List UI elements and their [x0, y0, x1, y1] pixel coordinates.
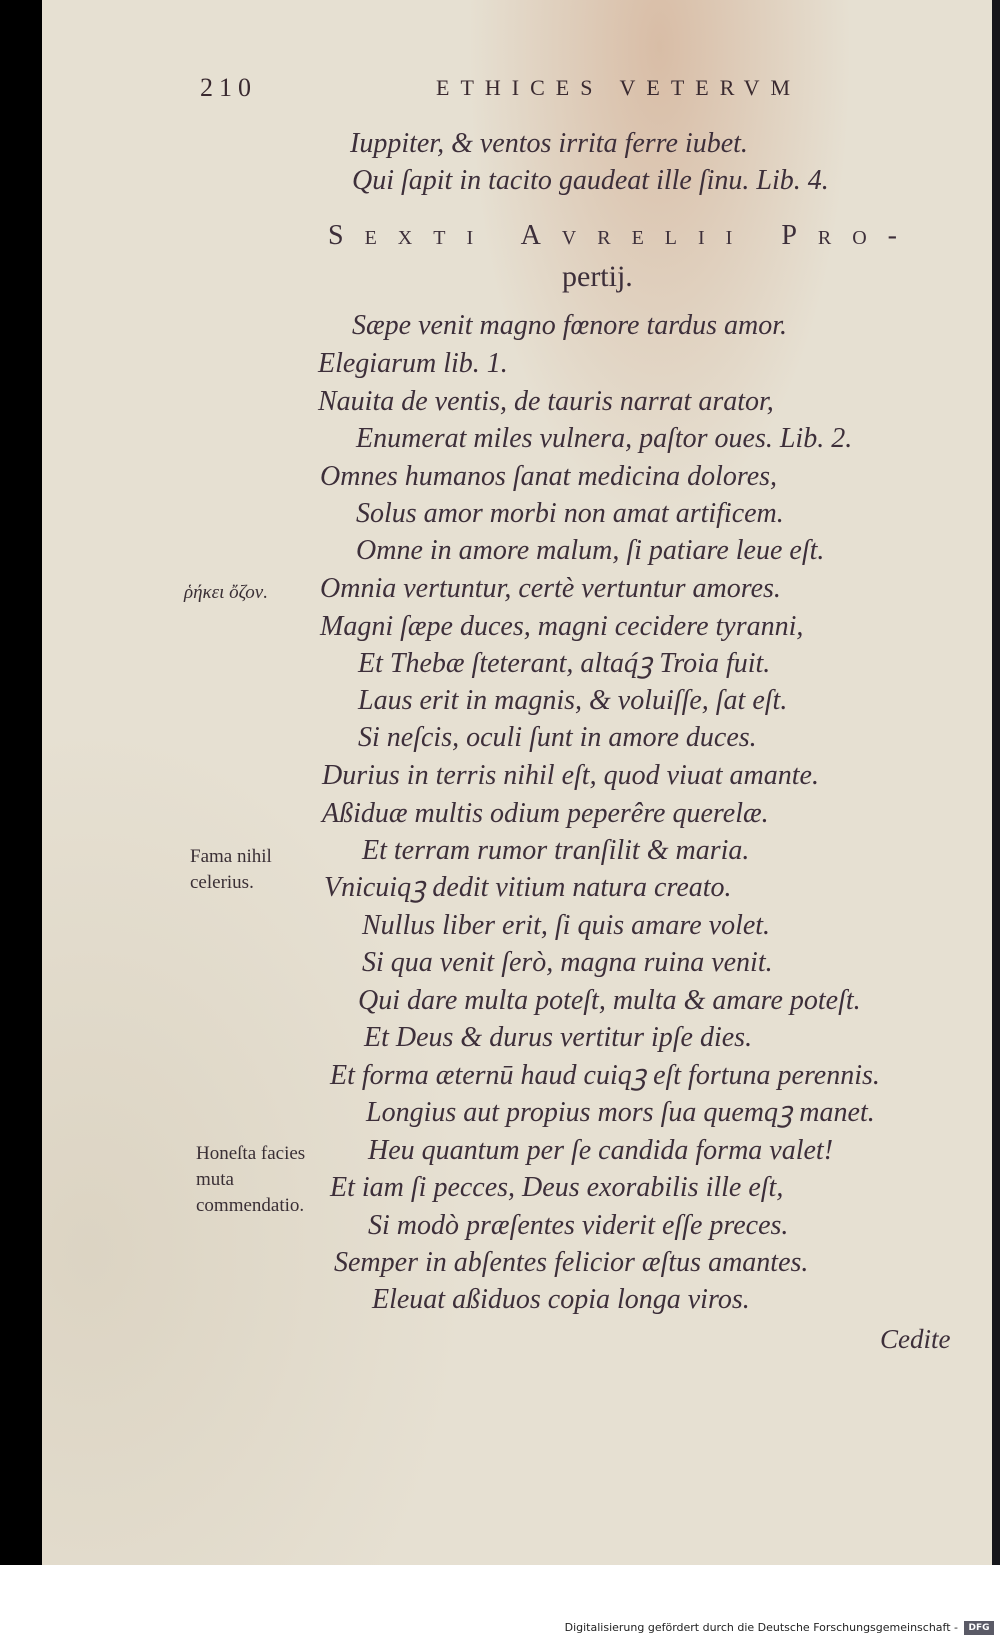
footer-credit: Digitalisierung gefördert durch die Deutsche Forschungsgemeinschaft -	[564, 1621, 958, 1634]
catchword: Cedite	[880, 1324, 951, 1354]
verse-line: Semper in abſentes felicior æſtus amantes.	[334, 1247, 809, 1278]
verse-line: Iuppiter, & ventos irrita ferre iubet.	[350, 128, 748, 159]
verse-line: Omne in amore malum, ſi patiare leue eſt.	[356, 535, 825, 566]
footer-bar	[0, 1565, 1000, 1638]
section-heading: Sexti Avrelii Pro-	[328, 220, 919, 251]
verse-line: Si modò præſentes viderit eſſe preces.	[368, 1210, 789, 1241]
page-header	[200, 73, 950, 113]
verse-line: Magni ſæpe duces, magni cecidere tyranni,	[320, 611, 804, 642]
margin-note-fama: Fama nihil celerius.	[190, 846, 272, 893]
verse-line: Et Thebæ ſteterant, altaq́ꝫ Troia fuit.	[358, 648, 771, 679]
verse-line: Sæpe venit magno fœnore tardus amor.	[352, 310, 788, 341]
verse-line: Omnes humanos ſanat medicina dolores,	[320, 461, 778, 492]
verse-line: Si qua venit ſerò, magna ruina venit.	[362, 947, 773, 978]
verse-line: Heu quantum per ſe candida forma valet!	[368, 1135, 834, 1166]
margin-note-honesta: Honeſta facies muta commendatio.	[196, 1143, 306, 1216]
verse-line: Vnicuiqꝫ dedit vitium natura creato.	[324, 872, 732, 903]
verse-line: Eleuat aßiduos copia longa viros.	[372, 1284, 750, 1315]
verse-line: Elegiarum lib. 1.	[318, 348, 508, 379]
page-edge-shadow	[992, 0, 1000, 1565]
verse-line: Omnia vertuntur, certè vertuntur amores.	[320, 573, 781, 604]
verse-line: Qui ſapit in tacito gaudeat ille ſinu. Lib. 4.	[352, 165, 829, 196]
verse-line: Et iam ſi pecces, Deus exorabilis ille eſt,	[330, 1172, 784, 1203]
verse-line: Nauita de ventis, de tauris narrat arator,	[318, 386, 774, 417]
verse-line: Nullus liber erit, ſi quis amare volet.	[362, 910, 771, 941]
book-page	[42, 0, 992, 1565]
verse-line: Longius aut propius mors ſua quemqꝫ manet.	[366, 1097, 875, 1128]
verse-line: Laus erit in magnis, & voluiſſe, ſat eſt.	[358, 685, 788, 716]
verse-line: Et terram rumor tranſilit & maria.	[362, 835, 750, 866]
verse-line: Qui dare multa poteſt, multa & amare poteſt.	[358, 985, 861, 1016]
page-number: 210	[200, 73, 257, 102]
verse-line: Et Deus & durus vertitur ipſe dies.	[364, 1022, 753, 1053]
verse-line: Si neſcis, oculi ſunt in amore duces.	[358, 722, 757, 753]
verse-line: Enumerat miles vulnera, paſtor oues. Lib. 2.	[356, 423, 853, 454]
verse-line: Et forma æternū haud cuiqꝫ eſt fortuna perennis.	[330, 1060, 880, 1091]
dfg-logo: DFG	[964, 1621, 994, 1635]
running-title: ETHICES VETERVM	[436, 75, 802, 100]
verse-line: Aßiduæ multis odium peperêre querelæ.	[322, 798, 769, 829]
verse-line: Durius in terris nihil eſt, quod viuat amante.	[322, 760, 819, 791]
verse-line: Solus amor morbi non amat artificem.	[356, 498, 784, 529]
margin-note-greek: ῥήκει ὄζον.	[184, 582, 268, 603]
section-heading-continued: pertij.	[562, 260, 633, 293]
